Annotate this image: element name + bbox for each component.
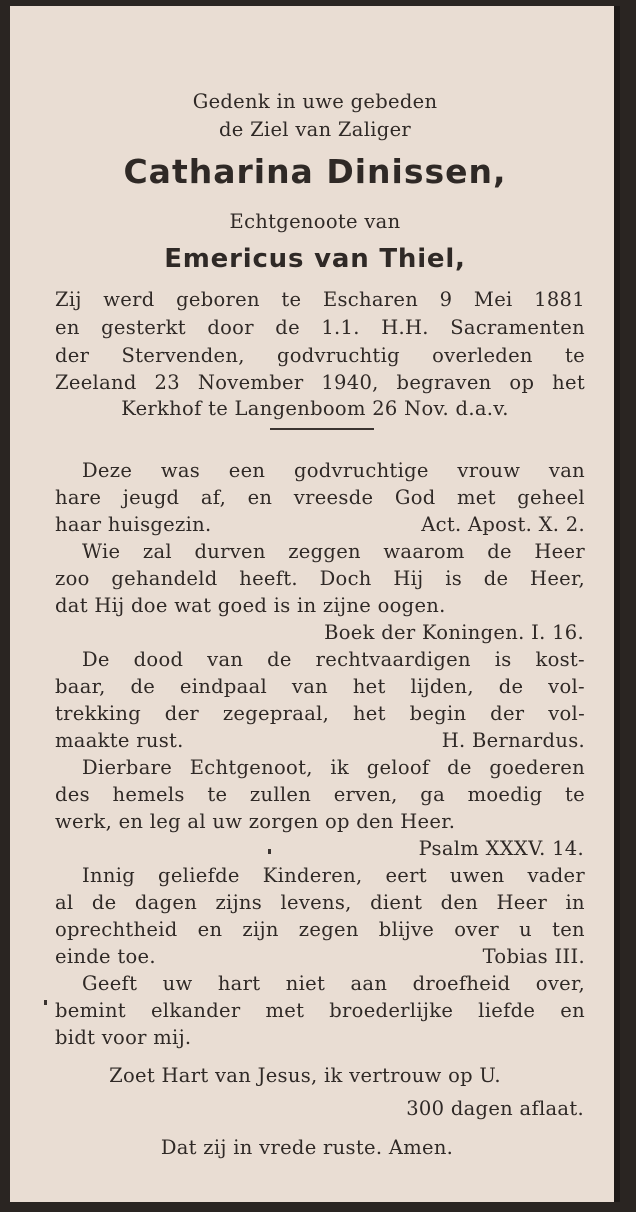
ink-mark (268, 849, 271, 854)
quote-line (82, 972, 585, 995)
word: droefheid (412, 972, 511, 995)
word: niet (285, 972, 326, 995)
word: vol- (548, 702, 585, 725)
word: erven, (333, 783, 398, 806)
word: levens, (280, 891, 352, 914)
quote-line (82, 459, 585, 482)
word: Geeft (82, 972, 138, 995)
word: eindpaal (179, 675, 268, 698)
word: 1881 (534, 288, 585, 311)
deceased-name: Catharina Dinissen, (123, 152, 507, 191)
word: van (548, 459, 585, 482)
word: de (267, 648, 292, 671)
word: af, (200, 486, 227, 509)
word: de (447, 756, 472, 779)
word: zeggen (288, 540, 361, 563)
word: Heer, (530, 567, 585, 590)
closing-line: Dat zij in vrede ruste. Amen. (160, 1136, 454, 1159)
word: is (494, 648, 512, 671)
word: met (457, 486, 496, 509)
quote-source: Tobias III. (482, 945, 585, 968)
quote-source: Act. Apost. X. 2. (421, 513, 585, 536)
quote-line-with-source (55, 729, 585, 752)
word: Mei (473, 288, 513, 311)
word: zal (142, 540, 172, 563)
word: van (207, 648, 244, 671)
divider-rule (270, 428, 374, 430)
bio-line (55, 288, 585, 311)
bio-line (55, 371, 585, 394)
word: geheel (517, 486, 585, 509)
word: moedig (467, 783, 543, 806)
word: eert (385, 864, 427, 887)
quote-line (55, 675, 585, 698)
word: en (55, 316, 80, 339)
quote-source: Boek der Koningen. I. 16. (324, 621, 584, 644)
word: Doch (319, 567, 372, 590)
word: dient (370, 891, 423, 914)
word: Sacramenten (450, 316, 585, 339)
bio-line (55, 316, 585, 339)
word: elkander (150, 999, 241, 1022)
word: H.H. (381, 316, 429, 339)
word: Kinderen, (262, 864, 363, 887)
word: Wie (82, 540, 121, 563)
word: en (247, 486, 273, 509)
word: De (82, 648, 110, 671)
word: zijns (215, 891, 263, 914)
word: de (483, 567, 509, 590)
word: met (265, 999, 305, 1022)
word: Escharen (322, 288, 419, 311)
word: God (394, 486, 436, 509)
word: baar, (55, 675, 106, 698)
word: begin (409, 702, 467, 725)
word: godvruchtig (276, 344, 400, 367)
word: te (565, 344, 585, 367)
word: geloof (366, 756, 430, 779)
quote-line-with-source (55, 945, 585, 968)
word: gesterkt (101, 316, 186, 339)
word: het (352, 702, 386, 725)
bio-line-last: Kerkhof te Langenboom 26 Nov. d.a.v. (121, 397, 509, 420)
quote-line-with-source (55, 513, 585, 536)
word: dood (133, 648, 184, 671)
quote-text: maakte rust. (55, 729, 184, 752)
word: broederlijke (329, 999, 454, 1022)
header-line-1: Gedenk in uwe gebeden (192, 90, 438, 113)
word: van (291, 675, 328, 698)
word: zijn (242, 918, 279, 941)
word: durven (194, 540, 266, 563)
quote-line: bidt voor mij. (55, 1026, 192, 1049)
word: November (197, 371, 304, 394)
word: der (490, 702, 525, 725)
word: liefde (478, 999, 536, 1022)
word: vol- (548, 675, 585, 698)
word: rechtvaardigen (315, 648, 471, 671)
word: de (130, 675, 156, 698)
quote-source: Psalm XXXV. 14. (418, 837, 584, 860)
card-content (10, 6, 620, 1202)
word: Heer (496, 891, 548, 914)
word: Zeeland (55, 371, 137, 394)
word: 9 (439, 288, 453, 311)
word: was (160, 459, 201, 482)
quote-line (55, 783, 585, 806)
quote-line: werk, en leg al uw zorgen op den Heer. (55, 810, 456, 833)
word: uwen (449, 864, 505, 887)
word: heeft. (239, 567, 298, 590)
quote-line (55, 702, 585, 725)
word: Stervenden, (121, 344, 245, 367)
word: over, (535, 972, 585, 995)
word: zoo (55, 567, 90, 590)
spouse-name: Emericus van Thiel, (164, 244, 466, 274)
word: goederen (489, 756, 585, 779)
word: ik (330, 756, 350, 779)
word: der (164, 702, 200, 725)
word: Dierbare (82, 756, 173, 779)
word: en (197, 918, 223, 941)
word: de (275, 316, 300, 339)
quote-line: dat Hij doe wat goed is in zijne oogen. (55, 594, 446, 617)
word: Heer (534, 540, 585, 563)
quote-line (55, 999, 585, 1022)
word: vreesde (293, 486, 374, 509)
quote-line (55, 486, 585, 509)
word: zegen (298, 918, 359, 941)
word: over (454, 918, 500, 941)
word: Echtgenoot, (189, 756, 313, 779)
word: 23 (154, 371, 180, 394)
word: geboren (176, 288, 260, 311)
word: het (352, 675, 386, 698)
word: begraven (396, 371, 492, 394)
quote-line (82, 864, 585, 887)
prayer-line: Zoet Hart van Jesus, ik vertrouw op U. (109, 1064, 501, 1087)
word: kost- (535, 648, 585, 671)
quote-line (82, 648, 585, 671)
word: ten (552, 918, 585, 941)
word: uw (162, 972, 193, 995)
word: lijden, (410, 675, 474, 698)
word: op (509, 371, 535, 394)
word: is (445, 567, 463, 590)
word: de (498, 675, 524, 698)
word: dagen (134, 891, 198, 914)
word: geliefde (158, 864, 240, 887)
quote-line (55, 891, 585, 914)
word: het (552, 371, 585, 394)
ink-mark (44, 1000, 47, 1005)
word: der (55, 344, 90, 367)
bio-line (55, 344, 585, 367)
word: gehandeld (111, 567, 218, 590)
word: trekking (55, 702, 142, 725)
word: u (519, 918, 532, 941)
word: de (487, 540, 512, 563)
word: werd (103, 288, 155, 311)
word: door (207, 316, 254, 339)
word: Zij (55, 288, 82, 311)
word: een (228, 459, 266, 482)
word: overleden (432, 344, 533, 367)
word: en (560, 999, 585, 1022)
quote-line (55, 918, 585, 941)
word: des (55, 783, 90, 806)
quote-text: einde toe. (55, 945, 156, 968)
word: Deze (82, 459, 133, 482)
word: oprechtheid (55, 918, 178, 941)
word: ga (420, 783, 445, 806)
word: jeugd (122, 486, 180, 509)
word: in (565, 891, 585, 914)
header-line-2: de Ziel van Zaliger (218, 118, 412, 141)
word: aan (350, 972, 388, 995)
word: te (564, 783, 585, 806)
word: 1940, (321, 371, 379, 394)
indulgence-line: 300 dagen aflaat. (406, 1097, 584, 1120)
word: Innig (82, 864, 136, 887)
word: 1.1. (321, 316, 360, 339)
word: vader (527, 864, 585, 887)
word: de (91, 891, 117, 914)
word: waarom (383, 540, 465, 563)
word: bemint (55, 999, 126, 1022)
quote-line (82, 756, 585, 779)
word: hemels (112, 783, 185, 806)
word: vrouw (457, 459, 521, 482)
word: zegepraal, (222, 702, 330, 725)
word: zullen (249, 783, 312, 806)
word: blijve (378, 918, 435, 941)
word: al (55, 891, 74, 914)
quote-line (55, 567, 585, 590)
word: Hij (393, 567, 424, 590)
quote-text: haar huisgezin. (55, 513, 212, 536)
word: te (207, 783, 228, 806)
word: den (440, 891, 479, 914)
memorial-card (10, 6, 620, 1202)
word: hare (55, 486, 102, 509)
word: godvruchtige (293, 459, 429, 482)
quote-line (82, 540, 585, 563)
word: te (281, 288, 302, 311)
quote-source: H. Bernardus. (441, 729, 585, 752)
word: hart (217, 972, 261, 995)
relation-label: Echtgenoote van (229, 210, 401, 233)
